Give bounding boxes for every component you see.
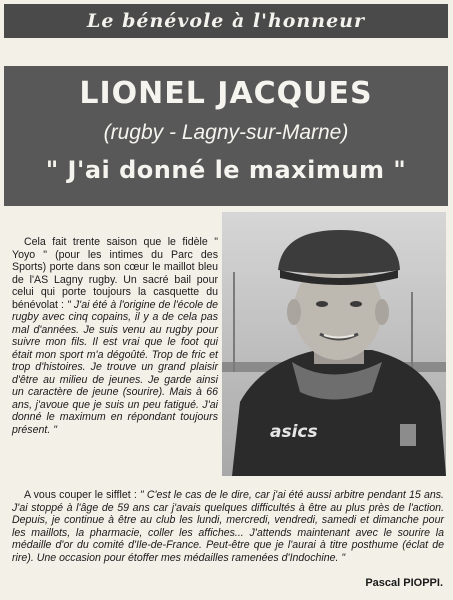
headline-subtitle: (rugby - Lagny-sur-Marne) [103,121,349,144]
headline-name: LIONEL JACQUES [79,76,373,111]
article-column [12,236,218,436]
rubric-title: Le bénévole à l'honneur [87,10,365,32]
headline-quote: " J'ai donné le maximum " [45,156,407,184]
article-quote-1: " J'ai été à l'origine de l'école de rugby avec cinq copains, il y a de cela pas mal d'années. Je suis venu au rugby pour suivre mon fils. Il est vrai que le foot qui était mon sport m'a dégoûté. Trop de fric et trop d'histoires. Je trouve un grand plaisir d'être au milieu de jeunes. Je garde ainsi un caractère de jeune (sourire). Mais à 66 ans, j'avoue que je suis un peu fatigué. J'ai donné le maximum en répondant toujours présent. " [12,298,218,436]
article-signature: Pascal PIOPPI. [365,577,443,589]
photo-asics-logo: asics [270,422,318,442]
rubric-banner [4,4,448,38]
article-quote-2: " C'est le cas de le dire, car j'ai été aussi arbitre pendant 15 ans. J'ai stoppé à l'âge de 59 ans car j'avais quelques difficultés à être au plus près de l'action. Depuis, je continue à être au club les lundi, mercredi, vendredi, samedi et dimanche pour les maillots, la pharmacie, coller les affiches... J'attends maintenant avec le sourire la médaille d'or du comité d'Ile-de-France. Peut-être que je l'aurai à titre posthume (éclat de rire). Une occasion pour étoffer mes médailles ramenées d'Indochine. " [12,489,444,564]
headline-band [4,66,448,206]
photo-eye-left [316,301,328,307]
article-paragraph-1 [12,236,218,436]
article-intro: Cela fait trente saison que le fidèle " Yoyo " (pour les intimes du Parc des Sports) porte dans son cœur le maillot bleu de l'AS Lagny rugby. Un sacré bail pour celui qui porte toujours la casquette du bénévolat : [12,236,218,311]
photo-face [294,260,382,360]
portrait-illustration [222,212,446,476]
photo-ear-right [375,299,389,325]
photo-jacket-badge [400,424,416,446]
article-intro-2: A vous couper le sifflet : [24,489,140,501]
article-paragraph-2 [12,489,444,564]
portrait-photo [222,212,446,476]
photo-eye-right [350,301,362,307]
photo-ear-left [287,299,301,325]
article-full-width [12,489,444,564]
